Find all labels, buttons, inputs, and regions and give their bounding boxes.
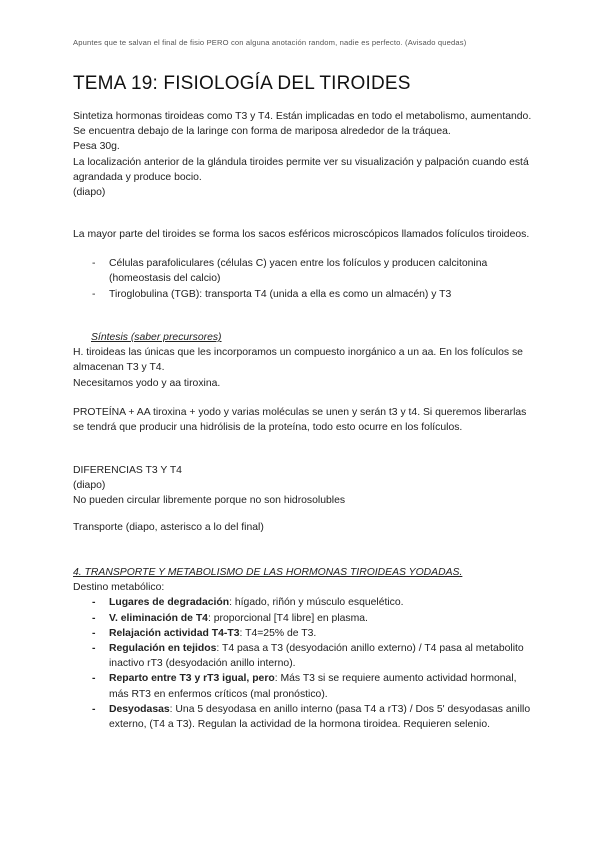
section4-list	[73, 595, 533, 732]
foliculos-section	[73, 227, 533, 302]
diferencias-line: DIFERENCIAS T3 Y T4	[73, 465, 182, 476]
list-item: - Reparto entre T3 y rT3 igual, pero: Más T3 si se requiere aumento actividad hormonal, más RT3 en enfermos críticos (mal pronóstico).	[73, 671, 533, 701]
transporte-text: Transporte (diapo, asterisco a lo del final)	[73, 522, 264, 533]
section4-heading: 4. TRANSPORTE Y METABOLISMO DE LAS HORMONAS TIROIDEAS YODADAS.	[73, 567, 463, 578]
list-item: - Células parafoliculares (células C) yacen entre los folículos y producen calcitonina (homeostasis del calcio)	[73, 256, 533, 286]
sintesis-line: Necesitamos yodo y aa tiroxina.	[73, 377, 221, 389]
intro-section	[73, 109, 533, 200]
intro-line: Sintetiza hormonas tiroideas como T3 y T4. Están implicadas en todo el metabolismo, aumentando.	[73, 111, 532, 122]
intro-line: Pesa 30g.	[73, 141, 120, 153]
intro-line: (diapo)	[73, 187, 106, 199]
diferencias-line: No pueden circular libremente porque no son hidrosolubles	[73, 495, 346, 507]
foliculos-text: La mayor parte del tiroides se forma los sacos esféricos microscópicos llamados folículos tiroideos.	[73, 229, 530, 240]
diferencias-section	[73, 463, 533, 509]
page-title: TEMA 19: FISIOLOGÍA DEL TIROIDES	[73, 73, 411, 94]
list-item: - Lugares de degradación: hígado, riñón y músculo esquelético.	[73, 595, 533, 610]
list-item: - Desyodasas: Una 5 desyodasa en anillo interno (pasa T4 a rT3) / Dos 5' desyodasas anillo externo, (T4 a T3). Regulan la actividad de la hormona tiroidea. Requieren selenio.	[73, 702, 533, 732]
list-item: - Regulación en tejidos: T4 pasa a T3 (desyodación anillo externo) / T4 pasa al metabolito inactivo rT3 (desyodación anillo interno).	[73, 641, 533, 671]
section4-subheading: Destino metabólico:	[73, 582, 165, 594]
header-note: Apuntes que te salvan el final de fisio PERO con alguna anotación random, nadie es perfecto. (Avisado quedas)	[73, 38, 467, 47]
list-item: - Relajación actividad T4-T3: T4=25% de T3.	[73, 626, 533, 641]
sintesis-section	[73, 330, 533, 391]
transporte-section	[73, 520, 533, 535]
section4	[73, 565, 533, 732]
diferencias-line: (diapo)	[73, 480, 106, 492]
sintesis-line: H. tiroideas las únicas que les incorporamos un compuesto inorgánico a un aa. En los folículos se almacenan T3 y T4.	[73, 347, 523, 374]
list-item: - V. eliminación de T4: proporcional [T4 libre] en plasma.	[73, 611, 533, 626]
foliculos-list	[73, 256, 533, 302]
intro-line: La localización anterior de la glándula tiroides permite ver su visualización y palpación cuando está agrandada y produce bocio.	[73, 156, 529, 183]
proteina-section	[73, 405, 533, 435]
intro-line: Se encuentra debajo de la laringe con forma de mariposa alrededor de la tráquea.	[73, 126, 451, 138]
list-item: - Tiroglobulina (TGB): transporta T4 (unida a ella es como un almacén) y T3	[73, 287, 533, 302]
proteina-text: PROTEÍNA + AA tiroxina + yodo y varias moléculas se unen y serán t3 y t4. Si queremos liberarlas se tendrá que producir una hidrólisis de la proteína, todo esto ocurre en los folículos.	[73, 407, 527, 434]
sintesis-heading: Síntesis (saber precursores)	[91, 332, 222, 343]
